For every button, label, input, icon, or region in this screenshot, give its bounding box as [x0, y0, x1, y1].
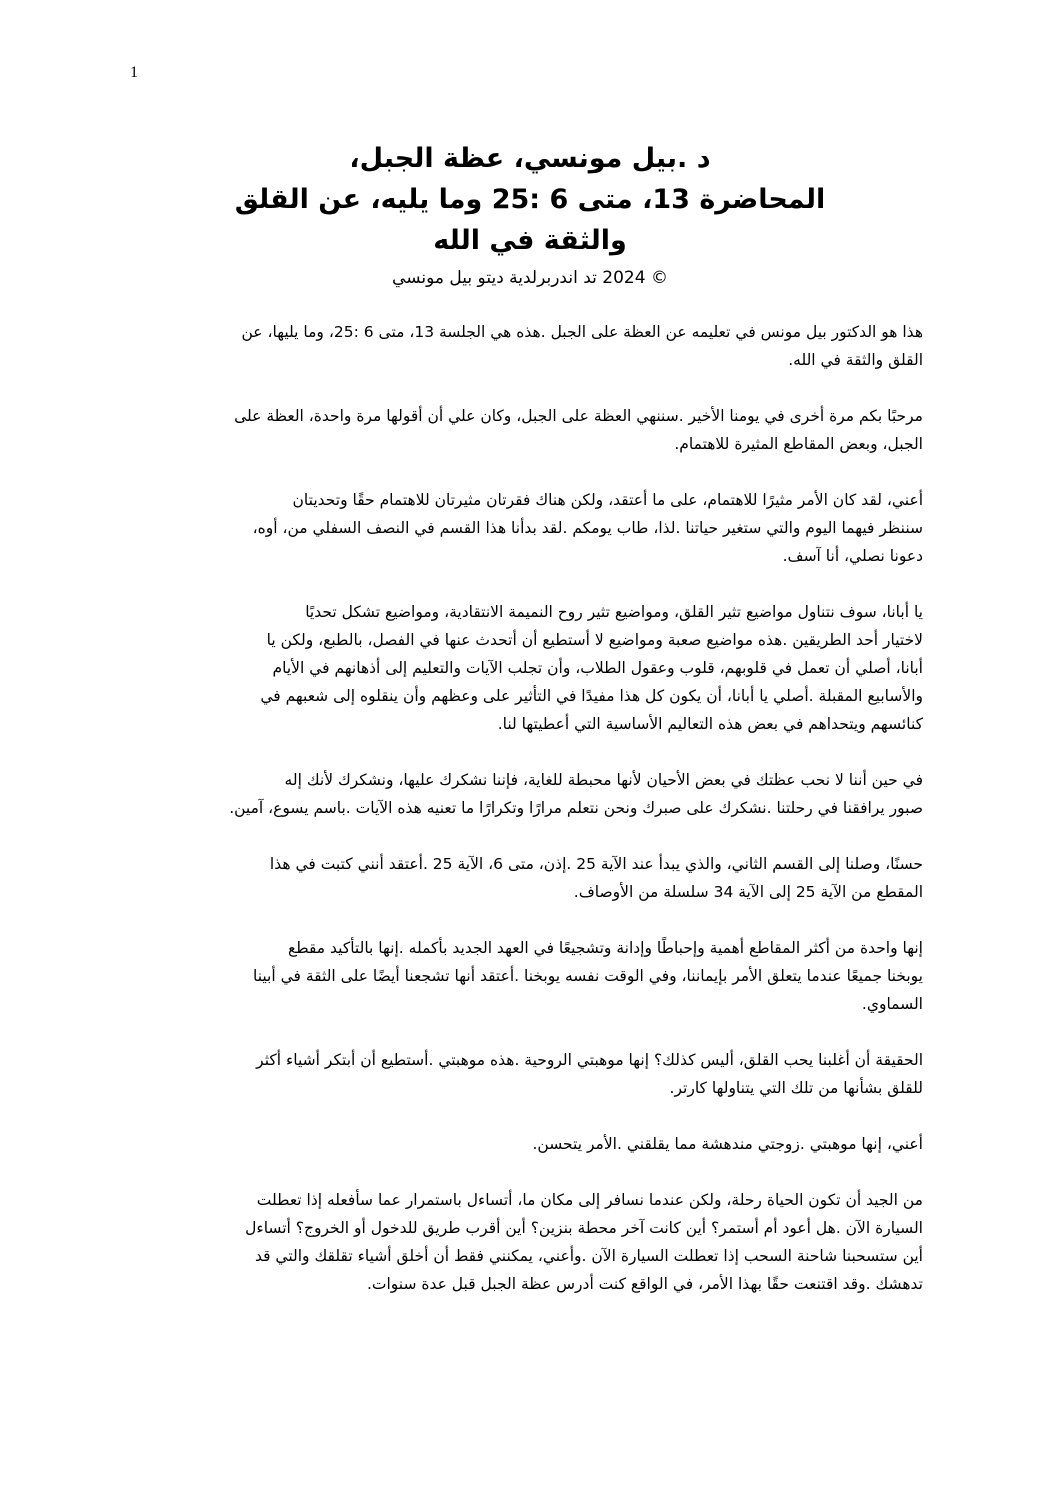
- paragraph-line: أبانا، أصلي أن تعمل في قلوبهم، قلوب وعقول الطلاب، وأن تجلب الآيات والتعليم إلى أذهانهم في الأيام: [272, 659, 923, 677]
- paragraph-line: تدهشك .وقد اقتنعت حقًا بهذا الأمر، في الواقع كنت أدرس عظة الجبل قبل عدة سنوات.: [366, 1275, 923, 1293]
- paragraph: [133, 766, 923, 822]
- paragraph-line: أين ستسحبنا شاحنة السحب إذا تعطلت السيارة الآن .وأعني، يمكنني فقط أن أخلق أشياء تقلقك والتي قد: [254, 1247, 923, 1265]
- paragraph-line: كنائسهم ويتحداهم في بعض هذه التعاليم الأساسية التي أعطيتها لنا.: [497, 715, 923, 733]
- page-number: 1: [130, 64, 138, 81]
- paragraph: [133, 486, 923, 570]
- paragraph-line: الجبل، وبعض المقاطع المثيرة للاهتمام.: [674, 435, 923, 453]
- paragraph: [133, 1186, 923, 1298]
- paragraph-line: في حين أننا لا نحب عظتك في بعض الأحيان لأنها محبطة للغاية، فإننا نشكرك عليها، ونشكرك لأنك إله: [284, 771, 923, 789]
- paragraph-line: أعني، لقد كان الأمر مثيرًا للاهتمام، على ما أعتقد، ولكن هناك فقرتان مثيرتان للاهتمام حقًا وتحديتان: [292, 491, 923, 509]
- paragraph-line: يوبخنا جميعًا عندما يتعلق الأمر بإيماننا، وفي الوقت نفسه يوبخنا .أعتقد أنها تشجعنا أيضًا على الثقة في أبينا: [252, 967, 923, 985]
- paragraph-line: حسنًا، وصلنا إلى القسم الثاني، والذي يبدأ عند الآية 25 .إذن، متى 6، الآية 25 .أعتقد أنني كتبت في هذا: [269, 855, 923, 873]
- paragraph: [133, 934, 923, 1018]
- paragraph-line: المقطع من الآية 25 إلى الآية 34 سلسلة من الأوصاف.: [573, 883, 923, 901]
- paragraph-line: للقلق بشأنها من تلك التي يتناولها كارتر.: [669, 1079, 923, 1097]
- paragraph-line: والأسابيع المقبلة .أصلي يا أبانا، أن يكون كل هذا مفيدًا في التأثير على وعظهم وأن ينقلوه إلى شعبهم في: [260, 687, 923, 705]
- paragraph: [133, 598, 923, 738]
- title-line: والثقة في الله: [433, 225, 627, 256]
- title-line: د .بيل مونسي، عظة الجبل،: [349, 143, 711, 174]
- paragraph-line: لاختيار أحد الطريقين .هذه مواضيع صعبة ومواضيع لا أستطيع أن أتحدث عنها في الفصل، بالطبع، ولكن يا: [266, 631, 923, 649]
- paragraph-line: من الجيد أن تكون الحياة رحلة، ولكن عندما نسافر إلى مكان ما، أتساءل باستمرار عما سأفعله إذا تعطلت: [256, 1191, 923, 1209]
- paragraph-line: القلق والثقة في الله.: [788, 351, 923, 369]
- copyright-line: © 2024 تد اندربرلدية ديتو بيل مونسي: [392, 268, 668, 288]
- paragraph-line: هذا هو الدكتور بيل مونس في تعليمه عن العظة على الجبل .هذه هي الجلسة 13، متى 6 :25، وما يليها، عن: [241, 323, 923, 341]
- paragraph-line: السماوي.: [861, 995, 923, 1013]
- paragraph: [133, 318, 923, 374]
- paragraph-line: أعني، إنها موهبتي .زوجتي مندهشة مما يقلقني .الأمر يتحسن.: [532, 1135, 923, 1153]
- title-line: المحاضرة 13، متى 6 :25 وما يليه، عن القلق: [234, 184, 826, 215]
- paragraph: [133, 1130, 923, 1158]
- paragraph-line: سننظر فيهما اليوم والتي ستغير حياتنا .لذا، طاب يومكم .لقد بدأنا هذا القسم في النصف السفلي من، أوه،: [252, 519, 923, 537]
- paragraph: [133, 402, 923, 458]
- document-title: [130, 138, 930, 261]
- paragraph-line: مرحبًا بكم مرة أخرى في يومنا الأخير .سننهي العظة على الجبل، وكان علي أن أقولها مرة واحدة، العظة على: [234, 407, 923, 425]
- paragraph-line: دعونا نصلي، أنا آسف.: [782, 547, 923, 565]
- paragraph-line: صبور يرافقنا في رحلتنا .نشكرك على صبرك ونحن نتعلم مرارًا وتكرارًا ما تعنيه هذه الآيات .باسم يسوع، آمين.: [229, 799, 923, 817]
- paragraph-line: إنها واحدة من أكثر المقاطع أهمية وإحباطًا وإدانة وتشجيعًا في العهد الجديد بأكمله .إنها بالتأكيد مقطع: [287, 939, 923, 957]
- paragraph-line: الحقيقة أن أغلبنا يحب القلق، أليس كذلك؟ إنها موهبتي الروحية .هذه موهبتي .أستطيع أن أبتكر أشياء أكثر: [256, 1051, 923, 1069]
- paragraph-line: السيارة الآن .هل أعود أم أستمر؟ أين كانت آخر محطة بنزين؟ أين أقرب طريق للدخول أو الخروج؟ أتساءل: [245, 1219, 923, 1237]
- paragraph: [133, 850, 923, 906]
- document-body: [133, 318, 923, 1326]
- paragraph: [133, 1046, 923, 1102]
- paragraph-line: يا أبانا، سوف نتناول مواضيع تثير القلق، ومواضيع تثير روح النميمة الانتقادية، ومواضيع تشكل تحديًا: [305, 603, 923, 621]
